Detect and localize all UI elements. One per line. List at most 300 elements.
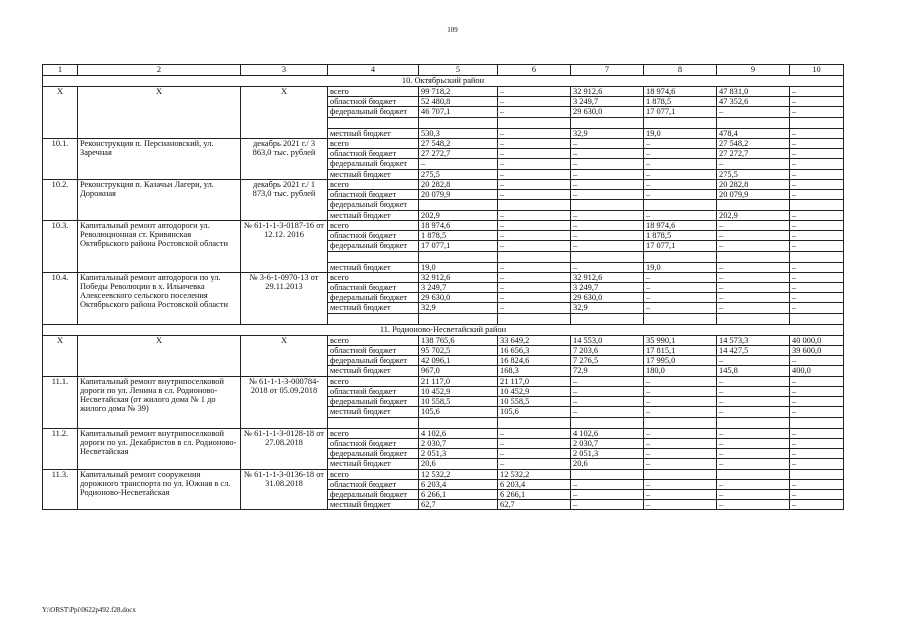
value-v10: – [790, 97, 844, 107]
header-cell: 10 [790, 65, 844, 76]
value-v10: – [790, 107, 844, 117]
budget-type: всего [328, 179, 419, 189]
value-v7: 3 249,7 [571, 97, 644, 107]
budget-type: местный бюджет [328, 169, 419, 179]
value-v6 [498, 200, 571, 210]
value-v7: – [571, 138, 644, 148]
value-v10: – [790, 459, 844, 469]
page-number: 109 [447, 26, 458, 34]
value-v8 [644, 313, 717, 324]
budget-type: местный бюджет [328, 128, 419, 138]
budget-type: местный бюджет [328, 366, 419, 376]
header-row [43, 65, 844, 76]
value-v9: – [717, 356, 790, 366]
table-row [43, 376, 844, 386]
item-document: декабрь 2021 г./ 1 873,0 тыс. рублей [241, 179, 328, 220]
value-v10: – [790, 210, 844, 220]
value-v5: 3 249,7 [419, 282, 498, 292]
item-document: декабрь 2021 г./ 3 863,0 тыс. рублей [241, 138, 328, 179]
value-v7: 72,9 [571, 366, 644, 376]
value-v8: – [644, 479, 717, 489]
value-v6: 21 117,0 [498, 376, 571, 386]
value-v9: – [717, 293, 790, 303]
value-v7: – [571, 231, 644, 241]
value-v7: – [571, 376, 644, 386]
value-v6: 62,7 [498, 500, 571, 510]
file-path-footer: Y:\ORST\Ppi\0622p492.f28.docx [42, 606, 136, 614]
item-number: 10.4. [43, 272, 78, 324]
value-v6: 10 558,5 [498, 397, 571, 407]
value-v8: – [644, 459, 717, 469]
item-document: № 61-1-1-3-0136-18 от 31.08.2018 [241, 469, 328, 510]
value-v10: – [790, 386, 844, 396]
value-v5: 95 702,5 [419, 345, 498, 355]
item-name: Капитальный ремонт внутрипоселковой дороги по ул. Декабристов в сл. Родионово-Несветайская [78, 428, 241, 469]
value-v7 [571, 469, 644, 479]
value-v6: – [498, 87, 571, 97]
header-cell: 2 [78, 65, 241, 76]
value-v6: 16 824,6 [498, 356, 571, 366]
value-v7: – [571, 179, 644, 189]
budget-type: местный бюджет [328, 407, 419, 417]
value-v9: 14 427,5 [717, 345, 790, 355]
value-v7: 32 912,6 [571, 272, 644, 282]
value-v5: 29 630,0 [419, 293, 498, 303]
header-cell: 1 [43, 65, 78, 76]
value-v6: – [498, 128, 571, 138]
value-v10: – [790, 407, 844, 417]
value-v9: 145,8 [717, 366, 790, 376]
header-cell: 4 [328, 65, 419, 76]
value-v8 [644, 417, 717, 428]
table-row [43, 428, 844, 438]
value-v9: 27 272,7 [717, 149, 790, 159]
value-v9: – [717, 220, 790, 230]
value-v10: – [790, 190, 844, 200]
value-v8: – [644, 293, 717, 303]
value-v10: – [790, 169, 844, 179]
value-v5: 530,3 [419, 128, 498, 138]
value-v8: – [644, 500, 717, 510]
value-v7: – [571, 149, 644, 159]
value-v10: – [790, 272, 844, 282]
value-v7: 2 051,3 [571, 449, 644, 459]
value-v7: 14 553,0 [571, 335, 644, 345]
value-v9: – [717, 231, 790, 241]
budget-type: местный бюджет [328, 303, 419, 313]
value-v9: – [717, 272, 790, 282]
value-v5: 105,6 [419, 407, 498, 417]
budget-type: федеральный бюджет [328, 449, 419, 459]
value-v6: – [498, 293, 571, 303]
budget-type: областной бюджет [328, 345, 419, 355]
value-v7: 3 249,7 [571, 282, 644, 292]
value-v8: – [644, 179, 717, 189]
value-v9: 275,5 [717, 169, 790, 179]
value-v9: – [717, 397, 790, 407]
value-v8 [644, 469, 717, 479]
value-v6: – [498, 459, 571, 469]
item-name: Реконструкция п. Казачьи Лагери, ул. Дорожная [78, 179, 241, 220]
item-document: № 61-1-1-3-0128-18 от 27.08.2018 [241, 428, 328, 469]
value-v6: 6 203,4 [498, 479, 571, 489]
value-v5: 20 282,8 [419, 179, 498, 189]
value-v8: – [644, 210, 717, 220]
budget-type: федеральный бюджет [328, 397, 419, 407]
value-v5: – [419, 159, 498, 169]
budget-type: всего [328, 138, 419, 148]
value-v10: – [790, 159, 844, 169]
value-v6: – [498, 231, 571, 241]
value-v10: – [790, 500, 844, 510]
value-v9 [717, 313, 790, 324]
budget-type: федеральный бюджет [328, 200, 419, 210]
value-v8 [644, 200, 717, 210]
budget-type: федеральный бюджет [328, 489, 419, 499]
value-v10: 400,0 [790, 366, 844, 376]
budget-type [328, 117, 419, 128]
value-v7: – [571, 500, 644, 510]
item-number: 11.3. [43, 469, 78, 510]
value-v9: 14 573,3 [717, 335, 790, 345]
value-v9: 47 352,6 [717, 97, 790, 107]
value-v6: – [498, 438, 571, 448]
value-v9: – [717, 407, 790, 417]
budget-type: местный бюджет [328, 262, 419, 272]
value-v10: – [790, 220, 844, 230]
value-v9: – [717, 107, 790, 117]
value-v6 [498, 251, 571, 262]
value-v8: – [644, 449, 717, 459]
value-v6: – [498, 190, 571, 200]
item-document: X [241, 87, 328, 139]
value-v9: – [717, 159, 790, 169]
value-v7: – [571, 210, 644, 220]
value-v10: – [790, 356, 844, 366]
value-v8: – [644, 149, 717, 159]
budget-table [42, 64, 844, 510]
value-v6: – [498, 241, 571, 251]
budget-type: местный бюджет [328, 500, 419, 510]
value-v5: 46 707,1 [419, 107, 498, 117]
value-v5 [419, 417, 498, 428]
value-v9: – [717, 386, 790, 396]
value-v8: 19,0 [644, 262, 717, 272]
value-v9: – [717, 489, 790, 499]
value-v6: – [498, 169, 571, 179]
value-v8: – [644, 376, 717, 386]
value-v9: – [717, 282, 790, 292]
value-v7: 20,6 [571, 459, 644, 469]
value-v9: – [717, 459, 790, 469]
value-v10: – [790, 438, 844, 448]
value-v7 [571, 313, 644, 324]
value-v9 [717, 417, 790, 428]
value-v7 [571, 251, 644, 262]
value-v8: 1 878,5 [644, 231, 717, 241]
value-v5: 202,9 [419, 210, 498, 220]
item-name: X [78, 335, 241, 376]
value-v5: 2 051,3 [419, 449, 498, 459]
value-v9: 478,4 [717, 128, 790, 138]
budget-type: федеральный бюджет [328, 356, 419, 366]
value-v8: – [644, 489, 717, 499]
value-v5: 6 266,1 [419, 489, 498, 499]
value-v8: – [644, 428, 717, 438]
value-v10: 40 000,0 [790, 335, 844, 345]
value-v8: – [644, 169, 717, 179]
budget-type: всего [328, 272, 419, 282]
value-v6: – [498, 220, 571, 230]
value-v5: 4 102,6 [419, 428, 498, 438]
value-v9: – [717, 428, 790, 438]
value-v8: 17 815,1 [644, 345, 717, 355]
value-v10 [790, 200, 844, 210]
value-v5: 2 030,7 [419, 438, 498, 448]
value-v7: – [571, 262, 644, 272]
value-v6: 12 532,2 [498, 469, 571, 479]
section-row [43, 76, 844, 87]
item-number: 10.2. [43, 179, 78, 220]
value-v7: 29 630,0 [571, 107, 644, 117]
value-v7: 32 912,6 [571, 87, 644, 97]
value-v6: – [498, 449, 571, 459]
value-v7 [571, 417, 644, 428]
value-v8: 18 974,6 [644, 87, 717, 97]
value-v7: 2 030,7 [571, 438, 644, 448]
budget-type: всего [328, 220, 419, 230]
budget-type: областной бюджет [328, 149, 419, 159]
value-v6: – [498, 149, 571, 159]
header-cell: 8 [644, 65, 717, 76]
budget-type: всего [328, 469, 419, 479]
value-v10 [790, 417, 844, 428]
value-v7: – [571, 190, 644, 200]
value-v6 [498, 117, 571, 128]
value-v8 [644, 117, 717, 128]
budget-type: областной бюджет [328, 282, 419, 292]
value-v9: – [717, 376, 790, 386]
value-v6: – [498, 159, 571, 169]
value-v6: 6 266,1 [498, 489, 571, 499]
value-v7 [571, 117, 644, 128]
value-v10: – [790, 449, 844, 459]
value-v9: – [717, 438, 790, 448]
value-v5: 27 548,2 [419, 138, 498, 148]
budget-type: всего [328, 376, 419, 386]
value-v10 [790, 313, 844, 324]
value-v9: 27 548,2 [717, 138, 790, 148]
budget-type: всего [328, 87, 419, 97]
value-v10: – [790, 87, 844, 97]
item-number: 11.2. [43, 428, 78, 469]
value-v10: – [790, 149, 844, 159]
header-cell: 5 [419, 65, 498, 76]
value-v7: – [571, 489, 644, 499]
value-v7: 32,9 [571, 128, 644, 138]
value-v10: 39 600,0 [790, 345, 844, 355]
value-v10: – [790, 138, 844, 148]
value-v9: – [717, 449, 790, 459]
value-v5: 12 532,2 [419, 469, 498, 479]
value-v9 [717, 200, 790, 210]
value-v7: 7 276,5 [571, 356, 644, 366]
value-v10: – [790, 128, 844, 138]
header-cell: 6 [498, 65, 571, 76]
budget-type: федеральный бюджет [328, 159, 419, 169]
item-document: № 61-1-1-3-000784-2018 от 05.09.2018 [241, 376, 328, 428]
budget-type: федеральный бюджет [328, 241, 419, 251]
value-v9 [717, 469, 790, 479]
value-v8: 17 077,1 [644, 241, 717, 251]
value-v9: 202,9 [717, 210, 790, 220]
value-v6: 33 649,2 [498, 335, 571, 345]
value-v5: 6 203,4 [419, 479, 498, 489]
value-v9: 20 079,9 [717, 190, 790, 200]
value-v8: – [644, 190, 717, 200]
item-name: Капитальный ремонт сооружения дорожного транспорта по ул. Южная в сл. Родионово-Несветайская [78, 469, 241, 510]
value-v6: 16 656,3 [498, 345, 571, 355]
item-number: 10.3. [43, 220, 78, 272]
value-v7: – [571, 386, 644, 396]
item-document: № 61-1-1-3-0187-16 от 12.12. 2016 [241, 220, 328, 272]
item-name: Капитальный ремонт автодороги ул. Революционная ст. Кривянская Октябрьского района Ростовской области [78, 220, 241, 272]
value-v6: – [498, 97, 571, 107]
budget-type: местный бюджет [328, 210, 419, 220]
value-v10: – [790, 397, 844, 407]
value-v5: 20,6 [419, 459, 498, 469]
budget-type [328, 251, 419, 262]
header-cell: 7 [571, 65, 644, 76]
value-v8: 1 878,5 [644, 97, 717, 107]
value-v10 [790, 251, 844, 262]
budget-type: всего [328, 428, 419, 438]
value-v8: 17 077,1 [644, 107, 717, 117]
table-row [43, 335, 844, 345]
section-title: 11. Родионово-Несветайский район [43, 324, 844, 335]
value-v5 [419, 117, 498, 128]
value-v7 [571, 200, 644, 210]
value-v7: 4 102,6 [571, 428, 644, 438]
table-row [43, 220, 844, 230]
value-v5 [419, 251, 498, 262]
table-row [43, 87, 844, 97]
value-v5: 1 878,5 [419, 231, 498, 241]
value-v7: – [571, 397, 644, 407]
value-v5: 32 912,6 [419, 272, 498, 282]
value-v10: – [790, 282, 844, 292]
value-v5: 52 480,8 [419, 97, 498, 107]
item-document: № 3-6-1-0970-13 от 29.11.2013 [241, 272, 328, 324]
value-v9: – [717, 500, 790, 510]
value-v9: – [717, 241, 790, 251]
value-v10: – [790, 303, 844, 313]
item-name: X [78, 87, 241, 139]
value-v8: 19,0 [644, 128, 717, 138]
value-v6: – [498, 262, 571, 272]
value-v5: 275,5 [419, 169, 498, 179]
value-v8: 180,0 [644, 366, 717, 376]
value-v6: 10 452,9 [498, 386, 571, 396]
value-v8: – [644, 159, 717, 169]
value-v5: 138 765,6 [419, 335, 498, 345]
section-row [43, 324, 844, 335]
item-document: X [241, 335, 328, 376]
value-v6: – [498, 272, 571, 282]
value-v7: – [571, 169, 644, 179]
item-number: X [43, 335, 78, 376]
value-v6: 105,6 [498, 407, 571, 417]
budget-type: областной бюджет [328, 479, 419, 489]
value-v6: 168,3 [498, 366, 571, 376]
budget-type [328, 417, 419, 428]
value-v9 [717, 251, 790, 262]
value-v8: – [644, 407, 717, 417]
item-number: 10.1. [43, 138, 78, 179]
table-row [43, 179, 844, 189]
budget-type: всего [328, 335, 419, 345]
value-v8: 18 974,6 [644, 220, 717, 230]
value-v5: 17 077,1 [419, 241, 498, 251]
value-v5: 27 272,7 [419, 149, 498, 159]
value-v8: 17 995,0 [644, 356, 717, 366]
value-v10: – [790, 479, 844, 489]
value-v10: – [790, 489, 844, 499]
value-v7: – [571, 407, 644, 417]
value-v6: – [498, 210, 571, 220]
value-v7: – [571, 220, 644, 230]
value-v7: – [571, 241, 644, 251]
value-v10 [790, 117, 844, 128]
value-v10 [790, 469, 844, 479]
budget-type: областной бюджет [328, 97, 419, 107]
value-v5: 18 974,6 [419, 220, 498, 230]
value-v6 [498, 313, 571, 324]
value-v9: – [717, 262, 790, 272]
value-v9: – [717, 479, 790, 489]
value-v7: 32,9 [571, 303, 644, 313]
value-v10: – [790, 241, 844, 251]
value-v8: 35 990,1 [644, 335, 717, 345]
value-v7: – [571, 479, 644, 489]
item-name: Капитальный ремонт автодороги по ул. Победы Революции в х. Ильичевка Алексеевского сельского поселения Октябрьского района Ростовской области [78, 272, 241, 324]
value-v10: – [790, 262, 844, 272]
section-title: 10. Октябрьский район [43, 76, 844, 87]
value-v5 [419, 313, 498, 324]
value-v9: – [717, 303, 790, 313]
value-v8: – [644, 386, 717, 396]
value-v5: 10 452,9 [419, 386, 498, 396]
value-v8: – [644, 303, 717, 313]
value-v6: – [498, 428, 571, 438]
value-v10: – [790, 231, 844, 241]
budget-type: местный бюджет [328, 459, 419, 469]
value-v7: 29 630,0 [571, 293, 644, 303]
budget-type [328, 313, 419, 324]
item-name: Капитальный ремонт внутрипоселковой дороги по ул. Ленина в сл. Родионово-Несветайская (от жилого дома № 1 до жилого дома № 39) [78, 376, 241, 428]
item-number: 11.1. [43, 376, 78, 428]
value-v10: – [790, 376, 844, 386]
value-v8: – [644, 138, 717, 148]
value-v6: – [498, 282, 571, 292]
budget-type: федеральный бюджет [328, 107, 419, 117]
budget-type: федеральный бюджет [328, 293, 419, 303]
value-v5 [419, 200, 498, 210]
budget-type: областной бюджет [328, 231, 419, 241]
value-v6 [498, 417, 571, 428]
value-v8: – [644, 397, 717, 407]
value-v9 [717, 117, 790, 128]
